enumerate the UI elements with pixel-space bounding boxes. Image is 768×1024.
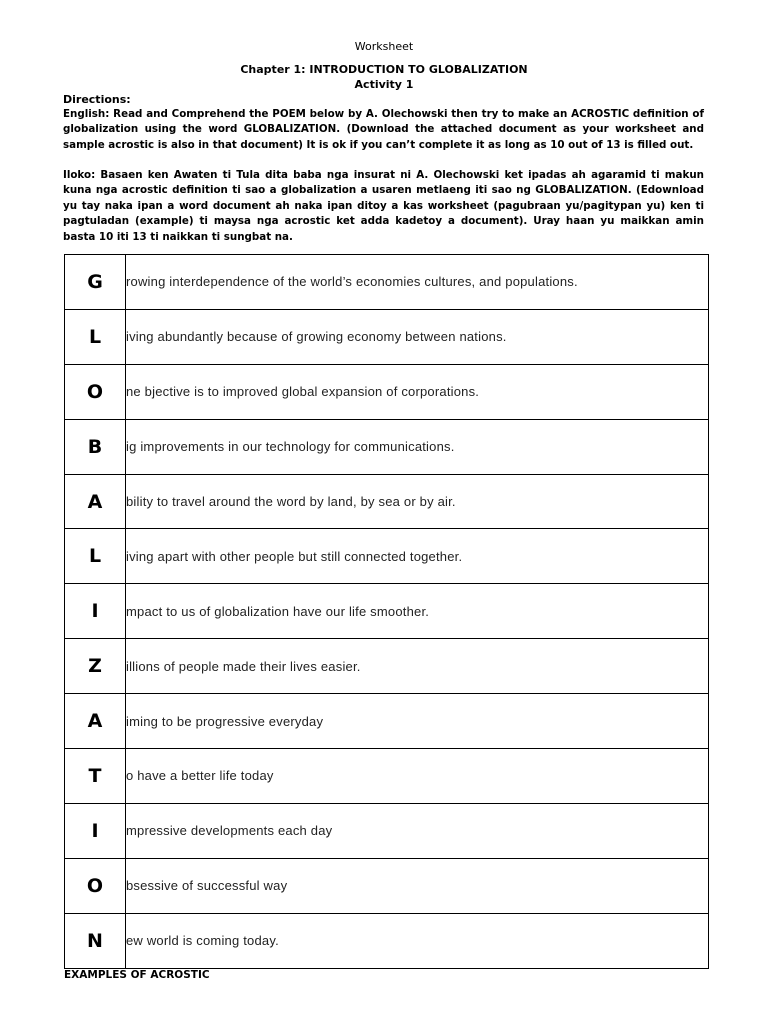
document-title: Worksheet bbox=[354, 40, 414, 53]
acrostic-row bbox=[65, 309, 709, 364]
acrostic-letter: O bbox=[65, 364, 126, 419]
acrostic-text: bsessive of successful way bbox=[126, 858, 709, 913]
acrostic-letter: Z bbox=[65, 639, 126, 694]
acrostic-row bbox=[65, 749, 709, 804]
activity-title: Activity 1 bbox=[354, 78, 414, 91]
acrostic-letter: L bbox=[65, 309, 126, 364]
examples-heading: EXAMPLES OF ACROSTIC bbox=[64, 969, 210, 981]
chapter-title: Chapter 1: INTRODUCTION TO GLOBALIZATION bbox=[240, 63, 528, 76]
acrostic-letter: T bbox=[65, 749, 126, 804]
acrostic-text: mpressive developments each day bbox=[126, 803, 709, 858]
acrostic-text: bility to travel around the word by land, by sea or by air. bbox=[126, 474, 709, 529]
directions-heading: Directions: bbox=[63, 93, 131, 106]
acrostic-letter: I bbox=[65, 803, 126, 858]
acrostic-letter: L bbox=[65, 529, 126, 584]
acrostic-letter: O bbox=[65, 858, 126, 913]
acrostic-row bbox=[65, 858, 709, 913]
acrostic-row bbox=[65, 803, 709, 858]
directions-iloko-paragraph: Iloko: Basaen ken Awaten ti Tula dita baba nga insurat ni A. Olechowski ket ipadas ah agaramid ti makun kuna nga acrostic definition ti sao a globalization a usaren metlaeng iti sao ng GLOBALIZATION. (Edownload yu tay naka ipan a word document ah naka ipan ditoy a kas worksheet (pagubraan yu/pagitypan yu) ken ti pagtuladan (example) ti maysa nga acrostic ket adda kadetoy a document). Uray haan yu maikkan amin basta 10 iti 13 ti naikkan ti sungbat na. bbox=[63, 169, 704, 243]
acrostic-text: illions of people made their lives easier. bbox=[126, 639, 709, 694]
acrostic-row bbox=[65, 584, 709, 639]
acrostic-table bbox=[64, 254, 709, 969]
acrostic-letter: G bbox=[65, 255, 126, 310]
acrostic-row bbox=[65, 419, 709, 474]
acrostic-text: iving abundantly because of growing economy between nations. bbox=[126, 309, 709, 364]
acrostic-text: o have a better life today bbox=[126, 749, 709, 804]
acrostic-row bbox=[65, 474, 709, 529]
acrostic-row bbox=[65, 913, 709, 968]
acrostic-row bbox=[65, 364, 709, 419]
acrostic-letter: I bbox=[65, 584, 126, 639]
acrostic-text: rowing interdependence of the world’s economies cultures, and populations. bbox=[126, 255, 709, 310]
acrostic-text: ew world is coming today. bbox=[126, 913, 709, 968]
acrostic-row bbox=[65, 529, 709, 584]
acrostic-text: iving apart with other people but still connected together. bbox=[126, 529, 709, 584]
acrostic-letter: N bbox=[65, 913, 126, 968]
acrostic-letter: B bbox=[65, 419, 126, 474]
directions-english-paragraph: English: Read and Comprehend the POEM below by A. Olechowski then try to make an ACROSTIC definition of globalization using the word GLOBALIZATION. (Download the attached document as your worksheet and sample acrostic is also in that document) It is ok if you can’t complete it as long as 10 out of 13 is filled out. bbox=[63, 108, 704, 151]
acrostic-row bbox=[65, 639, 709, 694]
acrostic-letter: A bbox=[65, 694, 126, 749]
acrostic-text: ne bjective is to improved global expansion of corporations. bbox=[126, 364, 709, 419]
acrostic-letter: A bbox=[65, 474, 126, 529]
acrostic-text: iming to be progressive everyday bbox=[126, 694, 709, 749]
acrostic-text: mpact to us of globalization have our life smoother. bbox=[126, 584, 709, 639]
acrostic-row bbox=[65, 255, 709, 310]
acrostic-row bbox=[65, 694, 709, 749]
acrostic-text: ig improvements in our technology for communications. bbox=[126, 419, 709, 474]
